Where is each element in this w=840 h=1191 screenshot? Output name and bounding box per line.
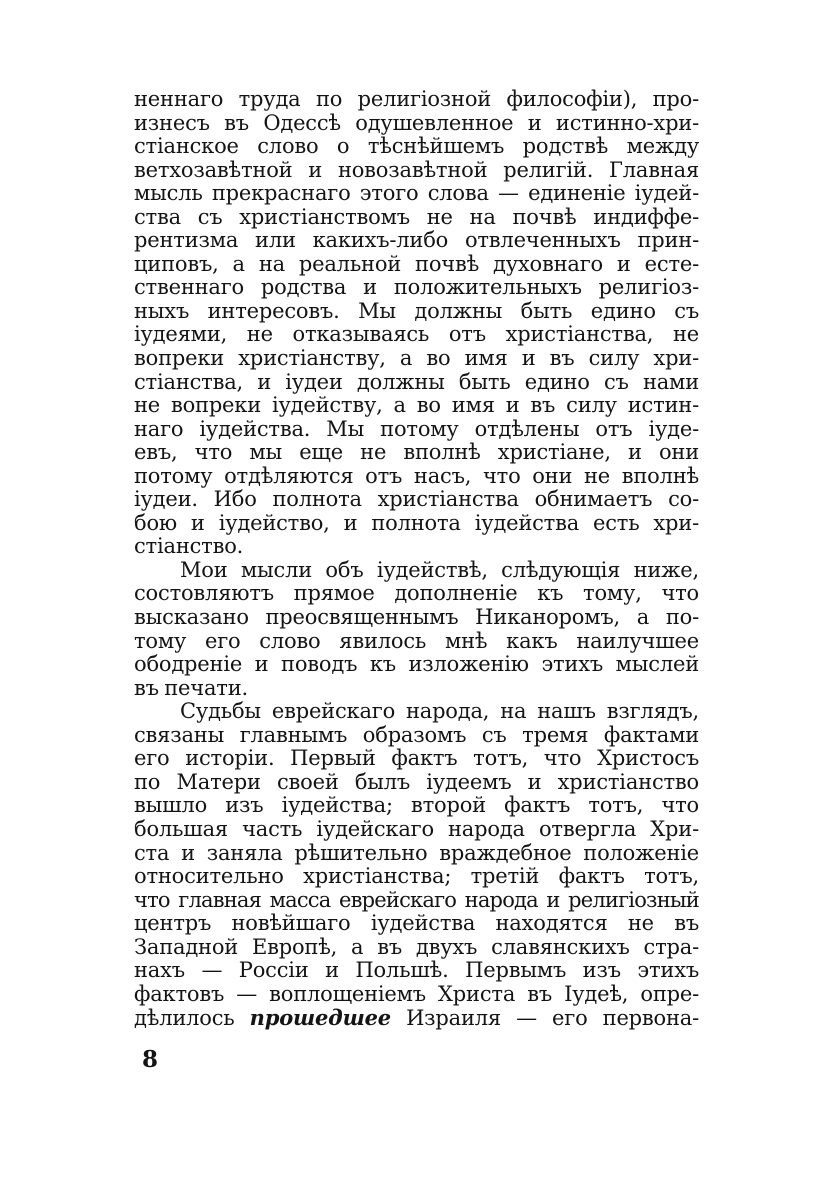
text-line-19: бою и іудейство, и полнота іудейства есть хри-	[134, 510, 699, 535]
line-40-start: дѣлилось	[134, 1006, 250, 1031]
text-line-1: неннаго труда по религіозной философіи), про-	[134, 87, 699, 111]
text-line-26: въ печати.	[134, 675, 248, 700]
text-line-4: ветхозавѣтной и новозавѣтной религій. Главная	[134, 157, 699, 182]
text-line-36: центръ новѣйшаго іудейства находятся не въ	[134, 911, 699, 936]
text-line-34: относительно христіанства; третій фактъ тотъ,	[134, 864, 699, 889]
text-line-37: Западной Европѣ, а въ двухъ славянскихъ стра-	[134, 934, 699, 959]
text-line-33: ста и заняла рѣшительно враждебное положеніе	[134, 840, 699, 865]
text-line-9: ственнаго родства и положительныхъ религіоз-	[134, 275, 699, 300]
text-line-11: іудеями, не отказываясь отъ христіанства, не	[134, 322, 699, 347]
text-line-38: нахъ — Россіи и Польшѣ. Первымъ изъ этихъ	[134, 958, 699, 983]
text-line-25: ободреніе и поводъ къ изложенію этихъ мыслей	[134, 652, 699, 677]
text-line-20: стіанство.	[134, 534, 244, 559]
text-line-5: мысль прекраснаго этого слова — единеніе іудей-	[134, 181, 699, 206]
text-line-7: рентизма или какихъ-либо отвлеченныхъ прин-	[134, 228, 699, 253]
page-number: 8	[142, 1046, 159, 1073]
text-line-12: вопреки христіанству, а во имя и въ силу хри-	[134, 346, 699, 371]
text-line-21: Мои мысли объ іудействѣ, слѣдующія ниже,	[180, 557, 699, 582]
text-line-8: циповъ, а на реальной почвѣ духовнаго и есте-	[134, 251, 699, 276]
text-line-2: изнесъ въ Одессѣ одушевленное и истинно-хри-	[134, 110, 699, 135]
text-line-27: Судьбы еврейскаго народа, на нашъ взглядъ,	[180, 699, 699, 724]
text-line-14: не вопреки іудейству, а во имя и въ силу истин-	[134, 393, 699, 418]
text-line-31: вышло изъ іудейства; второй фактъ тотъ, что	[134, 793, 699, 818]
italic-emphasis: прошедшее	[249, 1005, 391, 1031]
text-line-24: тому его слово явилось мнѣ какъ наилучшее	[134, 628, 699, 653]
text-line-10: ныхъ интересовъ. Мы должны быть едино съ	[134, 298, 699, 323]
text-line-15: наго іудейства. Мы потому отдѣлены отъ іуде-	[134, 416, 699, 441]
text-line-40	[134, 1006, 699, 1030]
text-line-6: ства съ христіанствомъ не на почвѣ индиффе-	[134, 204, 699, 229]
text-line-23: высказано преосвященнымъ Никаноромъ, а по-	[134, 605, 699, 630]
text-line-28: связаны главнымъ образомъ съ тремя фактами	[134, 722, 699, 747]
text-line-16: евъ, что мы еще не вполнѣ христіане, и они	[134, 440, 699, 465]
text-line-39: фактовъ — воплощеніемъ Христа въ Іудеѣ, опре-	[134, 981, 699, 1006]
text-line-17: потому отдѣляются отъ насъ, что они не вполнѣ	[134, 463, 699, 488]
text-line-13: стіанства, и іудеи должны быть едино съ нами	[134, 369, 699, 394]
text-line-3: стіанское слово о тѣснѣйшемъ родствѣ между	[134, 134, 699, 159]
text-line-35: что главная масса еврейскаго народа и религіозный	[134, 887, 699, 912]
text-line-32: большая часть іудейскаго народа отвергла Хри-	[134, 816, 699, 841]
text-line-18: іудеи. Ибо полнота христіанства обнимаетъ со-	[134, 487, 699, 512]
text-line-29: его исторіи. Первый фактъ тотъ, что Христосъ	[134, 746, 699, 771]
text-line-22: состовляютъ прямое дополненіе къ тому, что	[134, 581, 699, 606]
page-text	[134, 88, 699, 1030]
text-line-30: по Матери своей былъ іудеемъ и христіанство	[134, 769, 699, 794]
line-40-end: Израиля — его первона-	[390, 1006, 699, 1031]
